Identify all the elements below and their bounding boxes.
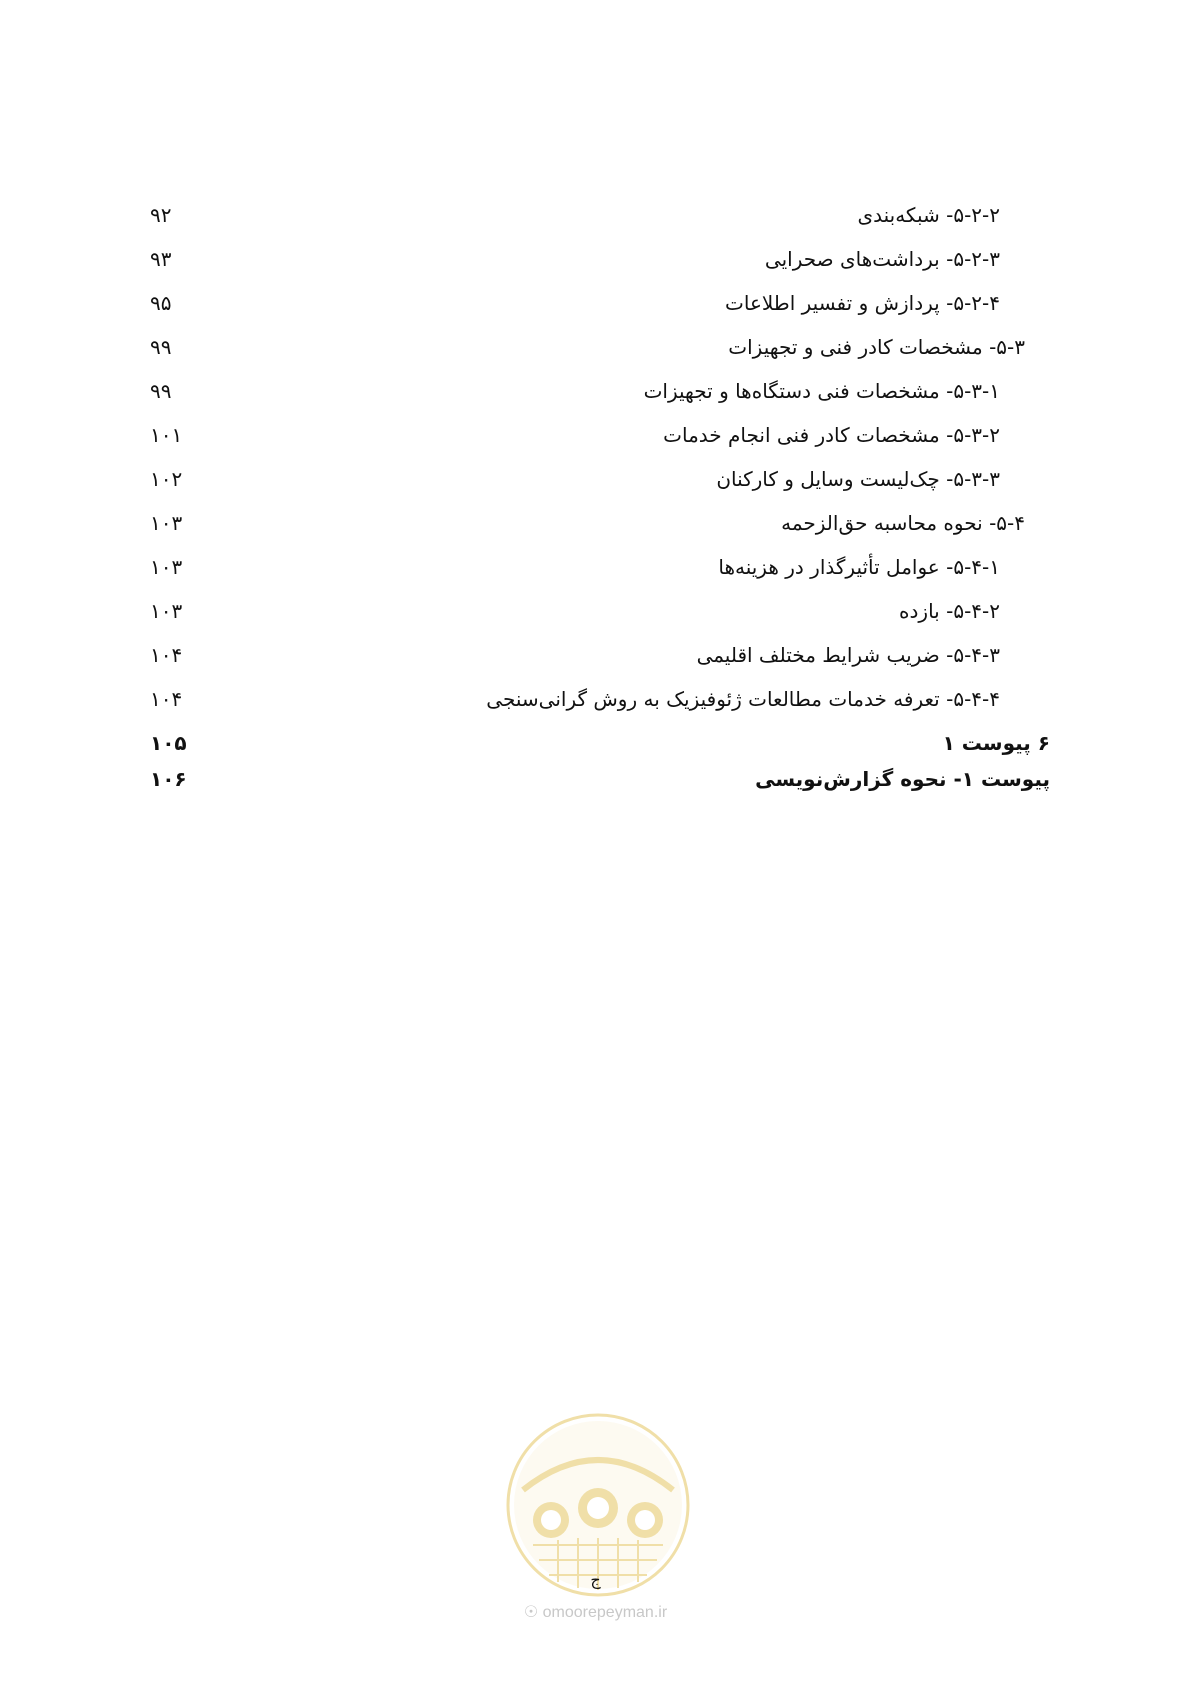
- toc-entry-page: ۹۹: [150, 379, 172, 403]
- toc-entry[interactable]: [150, 371, 1050, 411]
- toc-entry[interactable]: [150, 327, 1050, 367]
- toc-entry-title: ۵-۲-۴- پردازش و تفسیر اطلاعات: [725, 291, 1000, 315]
- toc-entry[interactable]: [150, 635, 1050, 675]
- toc-entry-title: ۵-۳-۲- مشخصات کادر فنی انجام خدمات: [663, 423, 1000, 447]
- toc-entry[interactable]: [150, 547, 1050, 587]
- toc-entry[interactable]: [150, 195, 1050, 235]
- toc-entry-title: ۵-۴-۳- ضریب شرایط مختلف اقلیمی: [696, 643, 1000, 667]
- toc-entry-title: ۵-۴- نحوه محاسبه حق‌الزحمه: [781, 511, 1025, 535]
- toc-entry-title: ۶ پیوست ۱: [942, 731, 1050, 755]
- toc-entry-page: ۱۰۴: [150, 643, 183, 667]
- toc-entry-page: ۱۰۶: [150, 767, 187, 791]
- toc-entry-page: ۹۹: [150, 335, 172, 359]
- toc-entry-title: ۵-۲-۳- برداشت‌های صحرایی: [764, 247, 1000, 271]
- toc-entry-page: ۱۰۳: [150, 511, 183, 535]
- toc-entry[interactable]: [150, 283, 1050, 323]
- toc-entry-page: ۱۰۲: [150, 467, 183, 491]
- globe-icon: ☉: [523, 1604, 539, 1621]
- toc-entry-title: پیوست ۱- نحوه گزارش‌نویسی: [755, 767, 1050, 791]
- toc-entry-page: ۱۰۴: [150, 687, 183, 711]
- toc-entry[interactable]: [150, 239, 1050, 279]
- toc-entry-title: ۵-۴-۴- تعرفه خدمات مطالعات ژئوفیزیک به روش گرانی‌سنجی: [486, 687, 1000, 711]
- toc-entry-page: ۱۰۳: [150, 599, 183, 623]
- toc-entry[interactable]: [150, 503, 1050, 543]
- toc-entry-page: ۱۰۱: [150, 423, 183, 447]
- toc-entry[interactable]: [150, 459, 1050, 499]
- toc-entry-title: ۵-۲-۲- شبکه‌بندی: [857, 203, 1000, 227]
- toc-entry-title: ۵-۳- مشخصات کادر فنی و تجهیزات: [728, 335, 1025, 359]
- toc-entry[interactable]: [150, 723, 1050, 763]
- toc-entry-page: ۹۳: [150, 247, 172, 271]
- toc-entry[interactable]: [150, 679, 1050, 719]
- toc-entry-title: ۵-۳-۱- مشخصات فنی دستگاه‌ها و تجهیزات: [643, 379, 1000, 403]
- toc-entry[interactable]: [150, 759, 1050, 799]
- toc-entry-title: ۵-۳-۳- چک‌لیست وسایل و کارکنان: [716, 467, 1000, 491]
- toc-entry-page: ۱۰۳: [150, 555, 183, 579]
- toc-entry-title: ۵-۴-۱- عوامل تأثیرگذار در هزینه‌ها: [718, 555, 1000, 579]
- toc-entry-page: ۹۲: [150, 203, 172, 227]
- watermark-url-text: omoorepeyman.ir: [542, 1604, 668, 1621]
- toc-entry-title: ۵-۴-۲- بازده: [899, 599, 1000, 623]
- watermark-url: [0, 1602, 1191, 1622]
- page-number: ج: [590, 1570, 601, 1589]
- toc-entry-page: ۹۵: [150, 291, 172, 315]
- toc-entry-page: ۱۰۵: [150, 731, 187, 755]
- toc-entry[interactable]: [150, 591, 1050, 631]
- toc-entry[interactable]: [150, 415, 1050, 455]
